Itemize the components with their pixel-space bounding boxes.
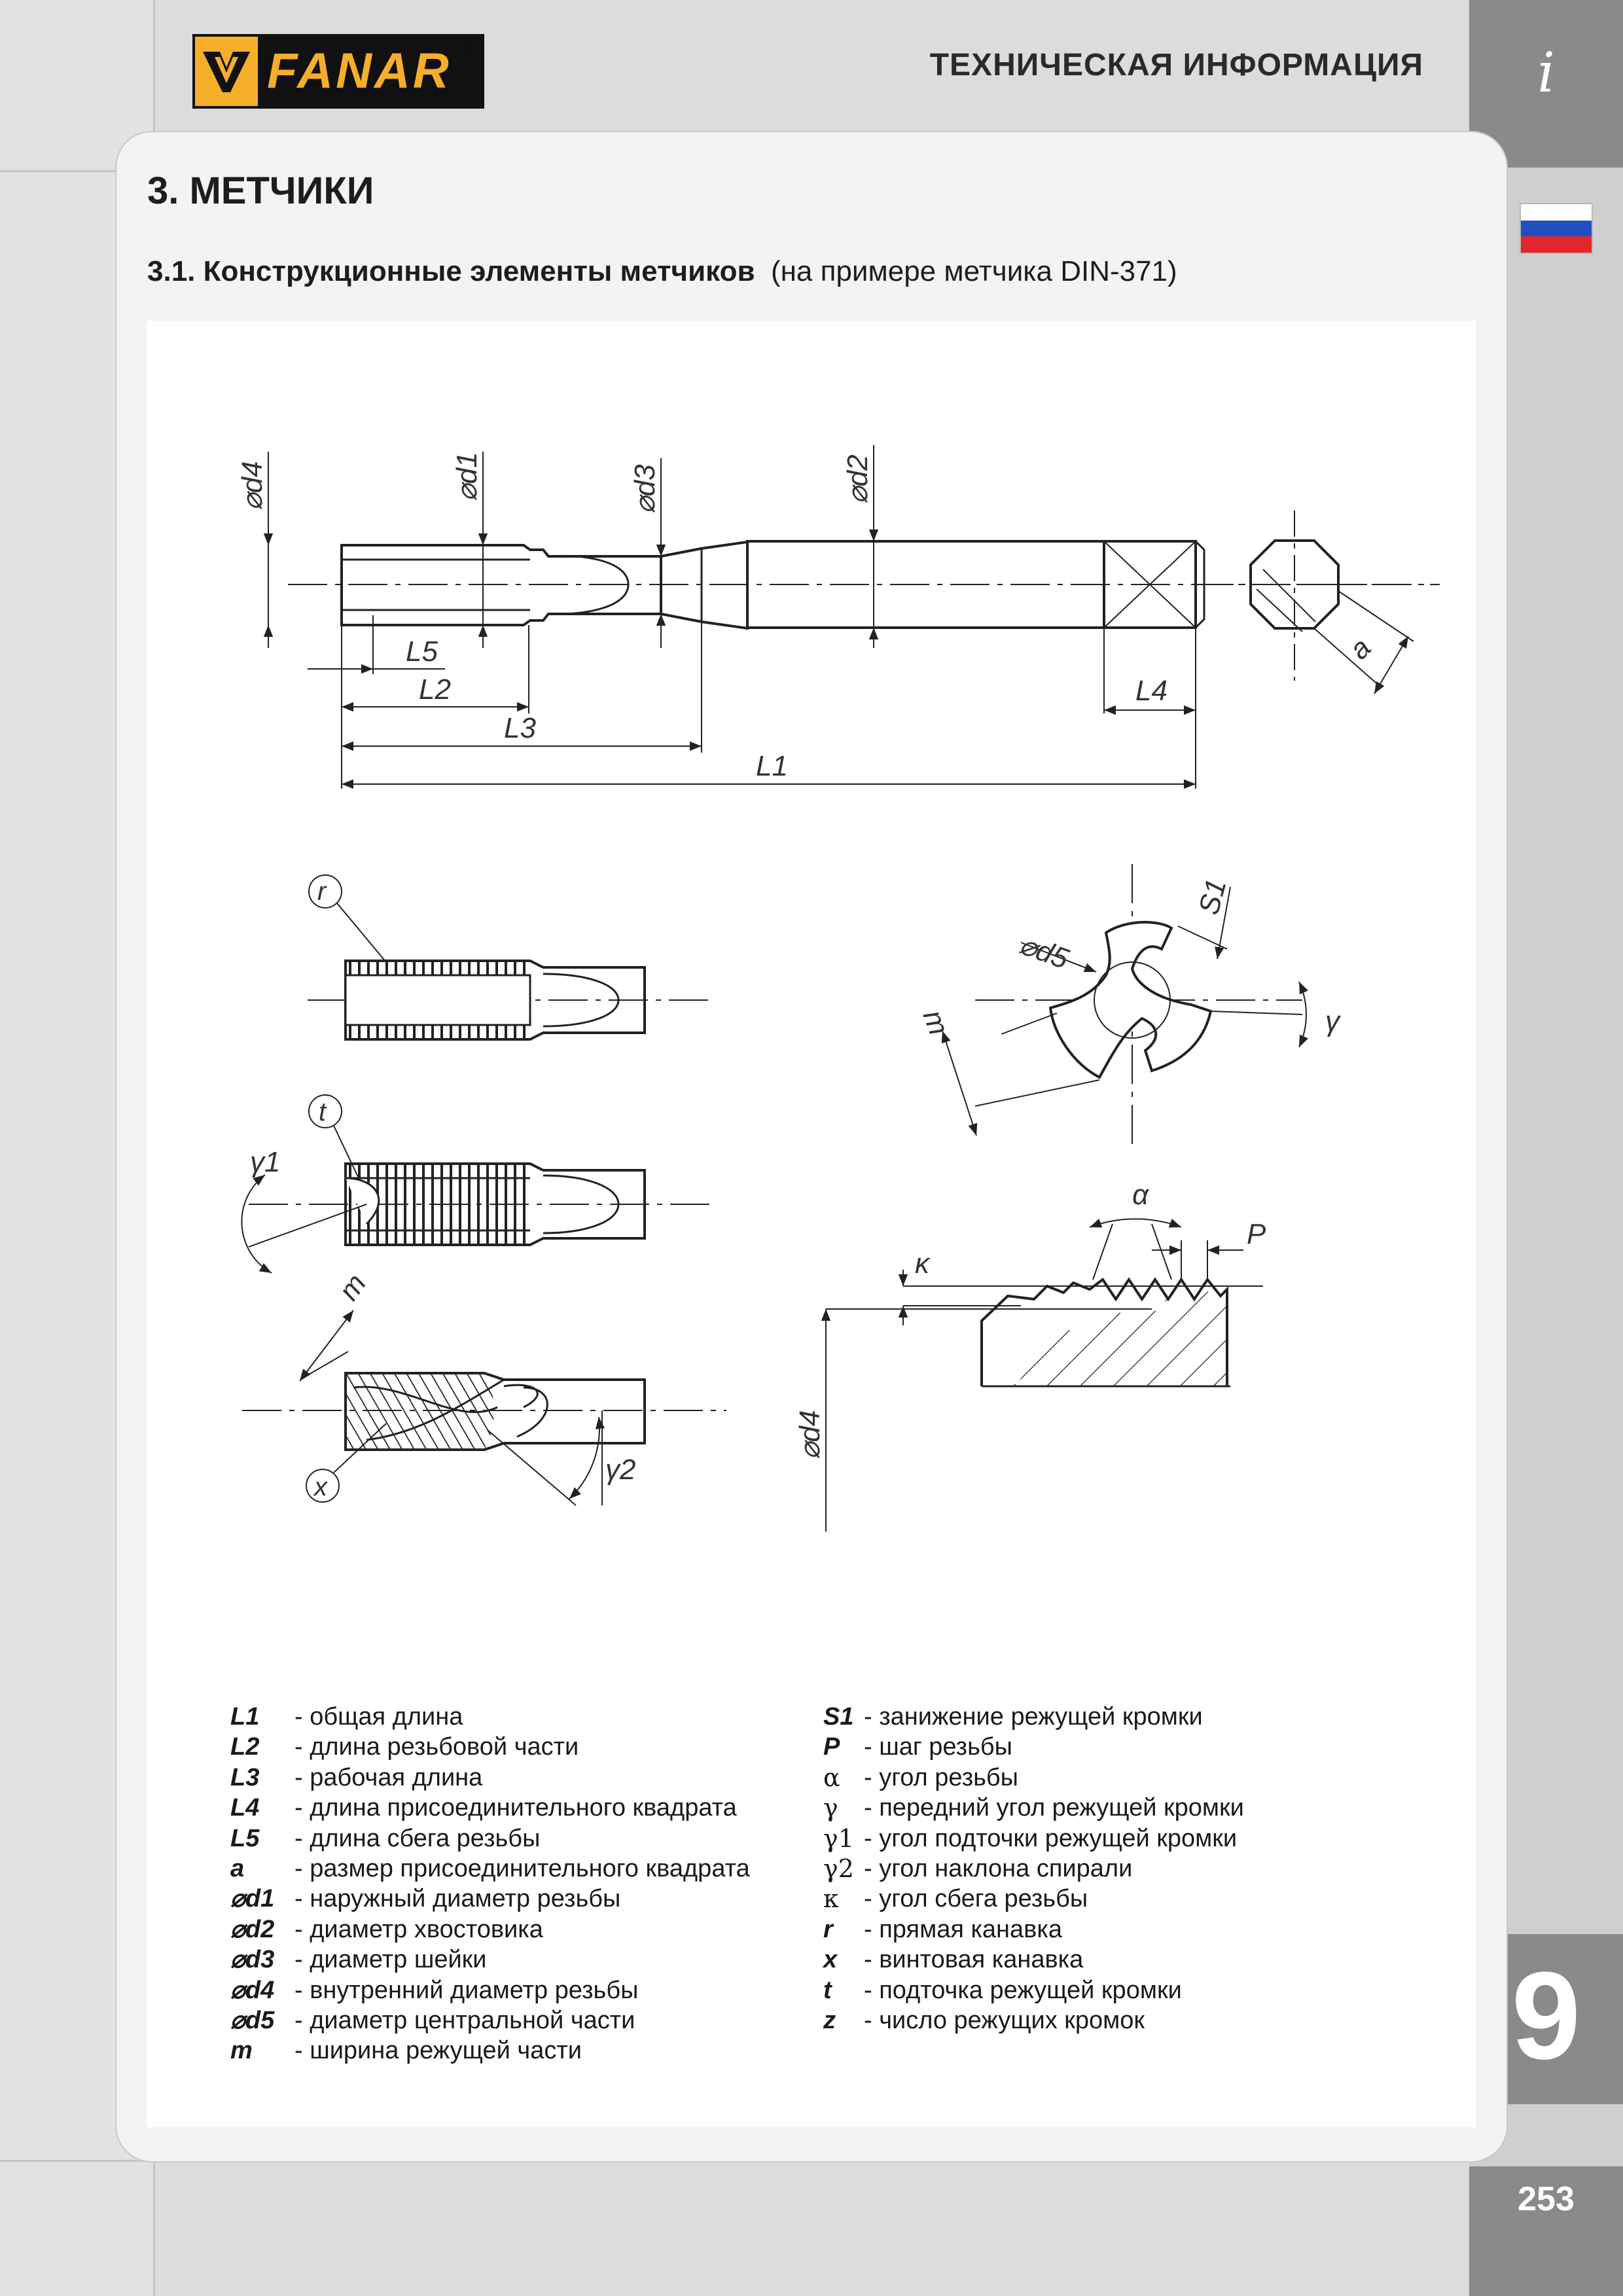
label-L5: L5 — [406, 636, 438, 668]
label-d5: ⌀d5 — [1015, 928, 1073, 976]
label-kappa: κ — [915, 1247, 929, 1280]
legend-symbol: γ2 — [823, 1854, 854, 1884]
label-m-section: m — [916, 1005, 955, 1039]
label-a: a — [1343, 632, 1378, 666]
tap-drawing — [147, 321, 1476, 1695]
logo-v-icon — [195, 37, 258, 106]
label-d2: ⌀d2 — [842, 454, 874, 504]
legend-item — [823, 1793, 1244, 1823]
label-d4: ⌀d4 — [236, 461, 268, 511]
legend-symbol: ⌀d2 — [230, 1915, 275, 1943]
logo-registered-mark: ® — [465, 39, 476, 57]
legend-description: - длина сбега резьбы — [294, 1824, 541, 1852]
legend-description: - прямая канавка — [864, 1915, 1062, 1943]
legend-description: - подточка режущей кромки — [864, 1976, 1182, 2004]
page-number: 253 — [1518, 2180, 1575, 2218]
legend-item — [230, 1702, 750, 1732]
legend-symbol: m — [230, 2037, 253, 2065]
legend-item — [230, 1884, 750, 1914]
subsection-title-note: (на примере метчика DIN-371) — [770, 255, 1177, 287]
legend-description: - угол сбега резьбы — [864, 1885, 1088, 1913]
legend-symbol: t — [823, 1976, 832, 2004]
label-L2: L2 — [419, 673, 451, 706]
legend-symbol: L3 — [230, 1763, 260, 1791]
legend-symbol: L1 — [230, 1703, 260, 1731]
info-icon: i — [1537, 41, 1555, 105]
legend-symbol: γ — [823, 1793, 838, 1823]
legend-left — [230, 1702, 750, 2066]
legend-description: - длина присоединительного квадрата — [294, 1794, 737, 1822]
legend-description: - длина резьбовой части — [294, 1733, 579, 1761]
legend-item — [230, 1823, 750, 1854]
label-m-spiral: m — [332, 1268, 373, 1306]
legend-symbol: S1 — [823, 1703, 854, 1731]
logo-wordmark: FANAR — [258, 37, 482, 106]
legend-description: - передний угол режущей кромки — [864, 1794, 1244, 1822]
legend-symbol: L4 — [230, 1794, 260, 1822]
legend-description: - ширина режущей части — [294, 2037, 582, 2065]
label-gamma2: γ2 — [605, 1454, 636, 1486]
legend-item — [230, 1975, 750, 2005]
legend-item — [823, 1854, 1244, 1884]
legend-description: - занижение режущей кромки — [864, 1703, 1203, 1731]
legend-item — [230, 1763, 750, 1793]
label-P: P — [1247, 1218, 1266, 1250]
legend-description: - диаметр центральной части — [294, 2007, 635, 2035]
legend-symbol: x — [823, 1946, 838, 1974]
legend-item — [230, 1854, 750, 1884]
legend-item — [823, 1732, 1244, 1762]
tap-point-grinding-view — [241, 1095, 717, 1273]
legend-description: - диаметр шейки — [294, 1946, 487, 1974]
label-L4: L4 — [1135, 675, 1168, 707]
label-d4-thread: ⌀d4 — [794, 1410, 826, 1460]
label-S1: S1 — [1192, 875, 1233, 918]
legend-description: - диаметр хвостовика — [294, 1915, 543, 1943]
margin-rule — [0, 2160, 154, 2162]
legend-item — [823, 1975, 1244, 2005]
legend-symbol: γ1 — [823, 1823, 854, 1853]
legend-symbol: ⌀d4 — [230, 1976, 275, 2004]
tap-cross-section — [942, 864, 1306, 1152]
legend-right — [823, 1702, 1244, 2036]
legend-description: - внутренний диаметр резьбы — [294, 1976, 639, 2004]
legend-item — [823, 2005, 1244, 2036]
legend-item — [823, 1823, 1244, 1854]
subsection-title — [147, 255, 1177, 288]
legend-item — [823, 1914, 1244, 1945]
label-gamma: γ — [1325, 1005, 1340, 1037]
legend-symbol: L5 — [230, 1824, 260, 1852]
legend-symbol: L2 — [230, 1733, 260, 1761]
legend-description: - шаг резьбы — [864, 1733, 1012, 1761]
legend-item — [230, 1914, 750, 1945]
tap-straight-flute-view — [308, 875, 713, 1039]
legend-description: - угол резьбы — [864, 1763, 1018, 1791]
label-gamma1: γ1 — [250, 1146, 281, 1178]
subsection-title-main: 3.1. Конструкционные элементы метчиков — [147, 255, 755, 287]
legend-symbol: ⌀d1 — [230, 1885, 275, 1913]
section-title: 3. МЕТЧИКИ — [147, 170, 374, 212]
legend-item — [823, 1702, 1244, 1732]
russian-flag-icon — [1520, 203, 1593, 254]
legend-item — [823, 1884, 1244, 1914]
label-x: x — [314, 1473, 327, 1501]
legend-symbol: κ — [823, 1884, 839, 1914]
flag-stripe-white — [1521, 204, 1592, 221]
legend-item — [230, 2005, 750, 2036]
legend-symbol: P — [823, 1733, 840, 1761]
flag-stripe-blue — [1521, 221, 1592, 237]
label-r: r — [317, 877, 327, 906]
label-L1: L1 — [756, 750, 788, 782]
label-alpha: α — [1132, 1179, 1149, 1211]
legend-item — [230, 1732, 750, 1762]
chapter-number: 9 — [1511, 1946, 1581, 2085]
label-t: t — [319, 1098, 327, 1126]
legend-symbol: a — [230, 1855, 245, 1883]
legend-description: - угол наклона спирали — [864, 1855, 1133, 1883]
legend-description: - рабочая длина — [294, 1763, 483, 1791]
legend-description: - наружный диаметр резьбы — [294, 1885, 621, 1913]
legend-symbol: ⌀d5 — [230, 2007, 275, 2035]
flag-stripe-red — [1521, 236, 1592, 253]
legend-item — [230, 1945, 750, 1975]
label-d3: ⌀d3 — [629, 464, 661, 514]
thread-profile — [826, 1219, 1263, 1532]
legend-item — [230, 1793, 750, 1823]
header-title: ТЕХНИЧЕСКАЯ ИНФОРМАЦИЯ — [929, 48, 1423, 82]
legend-symbol: ⌀d3 — [230, 1946, 275, 1974]
legend-item — [230, 2036, 750, 2066]
legend-item — [823, 1945, 1244, 1975]
legend-description: - число режущих кромок — [864, 2007, 1145, 2035]
legend-description: - угол подточки режущей кромки — [864, 1824, 1238, 1852]
legend-description: - общая длина — [294, 1703, 463, 1731]
fanar-logo — [192, 34, 484, 109]
legend-symbol: α — [823, 1763, 840, 1792]
label-d1: ⌀d1 — [451, 452, 483, 501]
legend-symbol: r — [823, 1915, 833, 1943]
legend-item — [823, 1763, 1244, 1793]
legend-description: - размер присоединительного квадрата — [294, 1855, 750, 1883]
legend-symbol: z — [823, 2007, 836, 2035]
tap-end-view — [1207, 511, 1440, 694]
label-L3: L3 — [504, 712, 536, 744]
legend-description: - винтовая канавка — [864, 1946, 1084, 1974]
